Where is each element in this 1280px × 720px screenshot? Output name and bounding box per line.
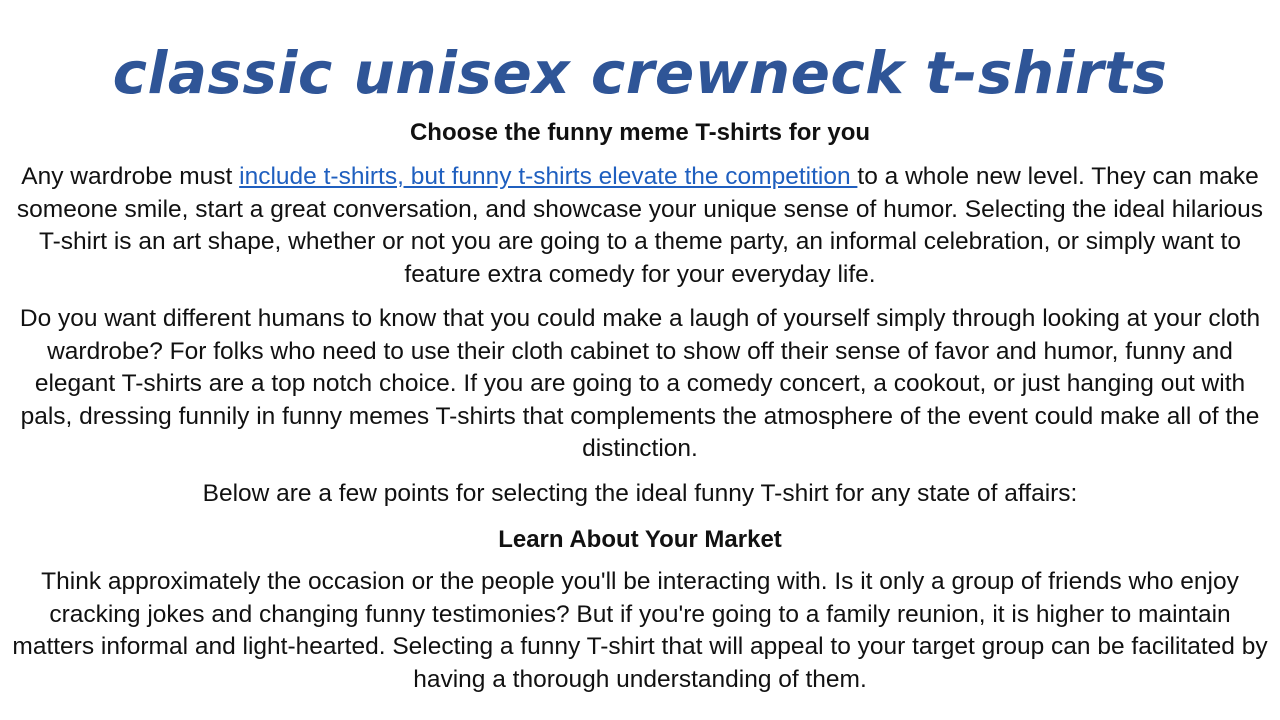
article-subtitle: Choose the funny meme T-shirts for you: [409, 119, 871, 146]
section-heading-market: Learn About Your Market: [498, 526, 782, 553]
paragraph-intro-lead: Any wardrobe must: [21, 163, 240, 190]
paragraph-intro: [10, 161, 1270, 291]
paragraph-market: Think approximately the occasion or the people you'll be interacting with. Is it only a group of friends who enjoy cracking jokes and changing funny testimonies? But if you're going to a family reunion, it is higher to maintain matters informal and light-hearted. Selecting a funny T-shirt that will appeal to your target group can be facilitated by having a thorough understanding of them.: [12, 568, 1268, 693]
paragraph-points-intro: Below are a few points for selecting the ideal funny T-shirt for any state of affairs:: [202, 479, 1078, 507]
page-title: classic unisex crewneck t-shirts: [112, 39, 1168, 107]
competition-link[interactable]: include t-shirts, but funny t-shirts elevate the competition: [239, 163, 858, 190]
paragraph-wardrobe: Do you want different humans to know that you could make a laugh of yourself simply through looking at your cloth wardrobe? For folks who need to use their cloth cabinet to show off their sense of favor and humor, funny and elegant T-shirts are a top notch choice. If you are going to a comedy concert, a cookout, or just hanging out with pals, dressing funnily in funny memes T-shirts that complements the atmosphere of the event could make all of the distinction.: [19, 305, 1261, 462]
paragraph-intro-rest: to a whole new level. They can make someone smile, start a great conversation, and showcase your unique sense of humor. Selecting the ideal hilarious T-shirt is an art shape, whether or not you are going to a theme party, an informal celebration, or simply want to feature extra comedy for your everyday life.: [16, 163, 1264, 288]
